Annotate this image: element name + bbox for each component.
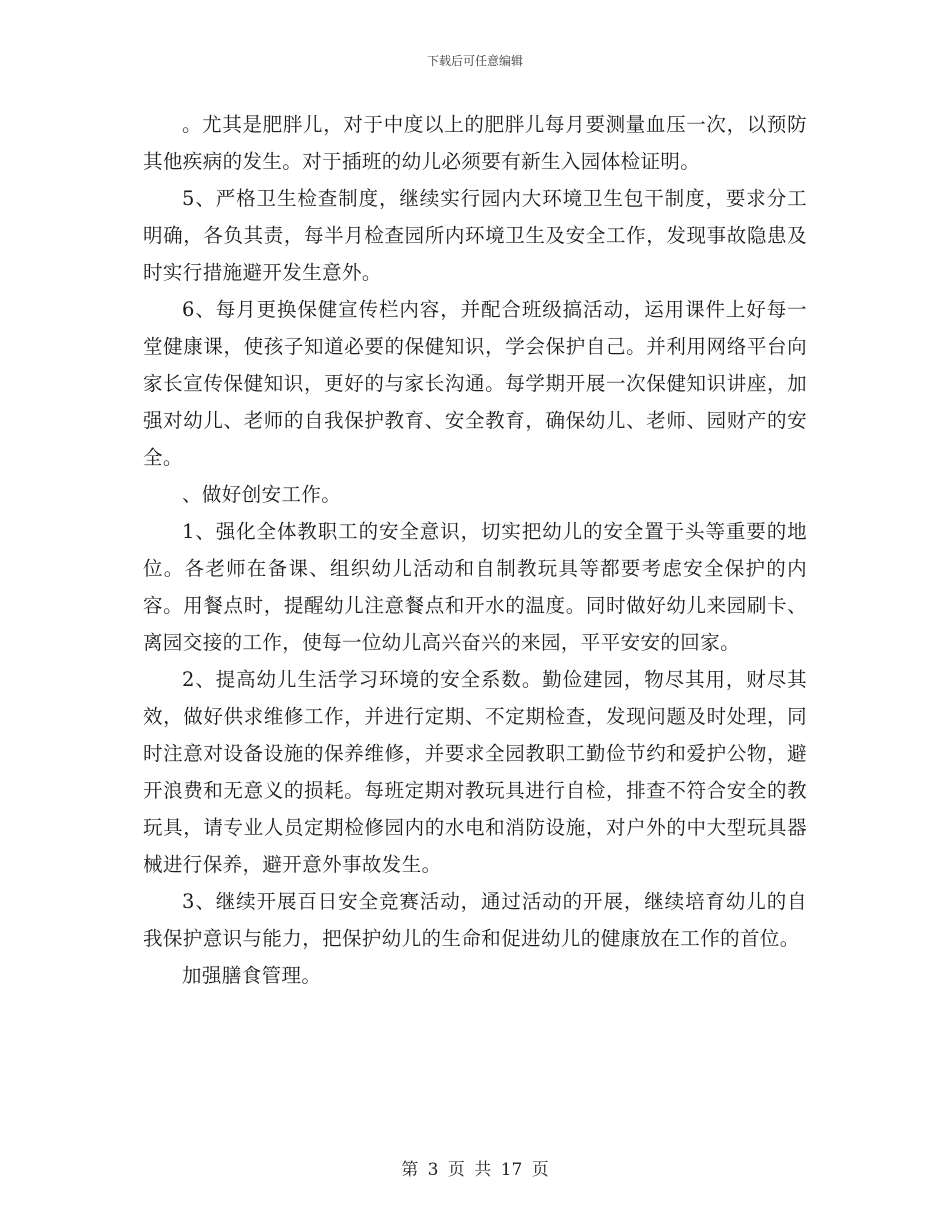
- page-number: 第 3 页 共 17 页: [401, 1160, 549, 1180]
- paragraph: 1、强化全体教职工的安全意识，切实把幼儿的安全置于头等重要的地位。各老师在备课、组织幼儿活动和自制教玩具等都要考虑安全保护的内容。用餐点时，提醒幼儿注意餐点和开水的温度。同时做好幼儿来园刷卡、离园交接的工作，使每一位幼儿高兴奋兴的来园，平平安安的回家。: [143, 520, 807, 654]
- header-note: 下载后可任意编辑: [426, 54, 523, 68]
- paragraph: 6、每月更换保健宣传栏内容，并配合班级搞活动，运用课件上好每一堂健康课，使孩子知道必要的保健知识，学会保护自己。并利用网络平台向家长宣传保健知识，更好的与家长沟通。每学期开展一次保健知识讲座，加强对幼儿、老师的自我保护教育、安全教育，确保幼儿、老师、园财产的安全。: [143, 298, 807, 469]
- paragraph: 加强膳食管理。: [182, 964, 322, 987]
- paragraph: 3、继续开展百日安全竞赛活动，通过活动的开展，继续培育幼儿的自我保护意识与能力，把保护幼儿的生命和促进幼儿的健康放在工作的首位。: [143, 890, 807, 950]
- paragraph: 。尤其是肥胖儿，对于中度以上的肥胖儿每月要测量血压一次，以预防其他疾病的发生。对于插班的幼儿必须要有新生入园体检证明。: [143, 113, 807, 173]
- paragraph: 、做好创安工作。: [182, 483, 342, 506]
- document-body: [143, 106, 807, 994]
- paragraph: 2、提高幼儿生活学习环境的安全系数。勤俭建园，物尽其用，财尽其效，做好供求维修工作，并进行定期、不定期检查，发现问题及时处理，同时注意对设备设施的保养维修，并要求全园教职工勤俭节约和爱护公物，避开浪费和无意义的损耗。每班定期对教玩具进行自检，排查不符合安全的教玩具，请专业人员定期检修园内的水电和消防设施，对户外的中大型玩具器械进行保养，避开意外事故发生。: [143, 668, 807, 876]
- paragraph: 5、严格卫生检查制度，继续实行园内大环境卫生包干制度，要求分工明确，各负其责，每半月检查园所内环境卫生及安全工作，发现事故隐患及时实行措施避开发生意外。: [143, 187, 807, 284]
